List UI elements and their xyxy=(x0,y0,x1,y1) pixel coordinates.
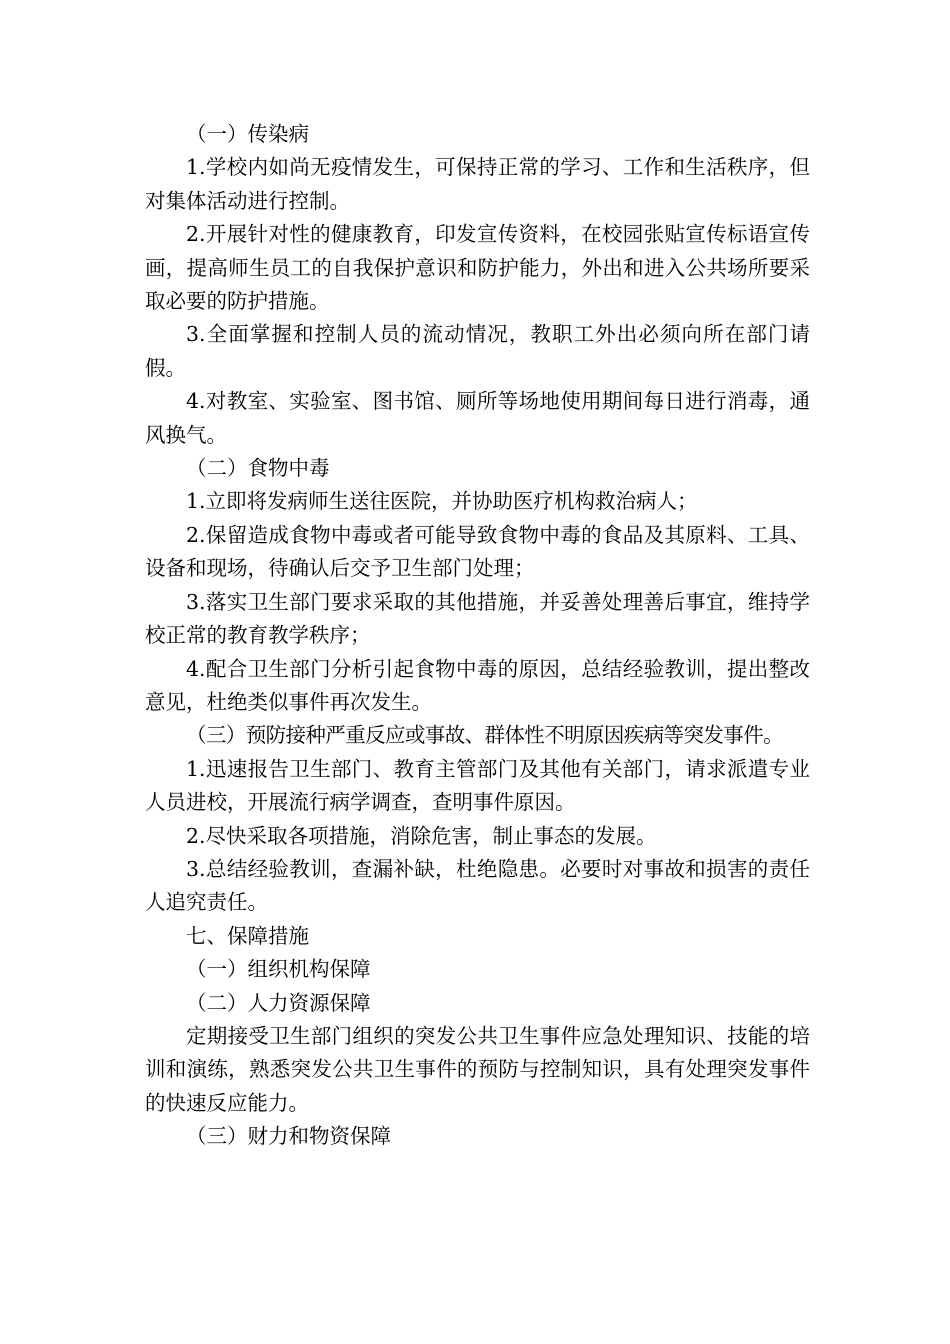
subheading-food-poisoning: （二）食物中毒 xyxy=(186,456,330,481)
subheading-organization: （一）组织机构保障 xyxy=(186,957,371,982)
subheading-vaccination-incidents: （三）预防接种严重反应或事故、群体性不明原因疾病等突发事件。 xyxy=(186,723,783,748)
subheading-finance-materials: （三）财力和物资保障 xyxy=(186,1124,391,1149)
paragraph-item: 3.总结经验教训，查漏补缺，杜绝隐患。必要时对事故和损害的责任人追究责任。 xyxy=(145,856,810,915)
paragraph-item: 4.配合卫生部门分析引起食物中毒的原因，总结经验教训，提出整改意见，杜绝类似事件再次发生。 xyxy=(145,656,810,714)
section-heading-safeguards: 七、保障措施 xyxy=(186,923,309,948)
paragraph-item: 2.保留造成食物中毒或者可能导致食物中毒的食品及其原料、工具、设备和现场，待确认后交予卫生部门处理； xyxy=(145,522,810,581)
document-page xyxy=(145,118,810,1154)
subheading-infectious-disease: （一）传染病 xyxy=(186,122,309,146)
paragraph-item: 定期接受卫生部门组织的突发公共卫生事件应急处理知识、技能的培训和演练，熟悉突发公共卫生事件的预防与控制知识，具有处理突发事件的快速反应能力。 xyxy=(145,1023,810,1115)
paragraph-item: 3.全面掌握和控制人员的流动情况，教职工外出必须向所在部门请假。 xyxy=(145,322,810,380)
paragraph-item: 1.迅速报告卫生部门、教育主管部门及其他有关部门，请求派遣专业人员进校，开展流行病学调查，查明事件原因。 xyxy=(145,756,810,815)
paragraph-item: 4.对教室、实验室、图书馆、厕所等场地使用期间每日进行消毒，通风换气。 xyxy=(145,389,810,447)
paragraph-item: 1.立即将发病师生送往医院，并协助医疗机构救治病人； xyxy=(186,489,698,514)
paragraph-item: 2.开展针对性的健康教育，印发宣传资料，在校园张贴宣传标语宣传画，提高师生员工的自我保护意识和防护能力，外出和进入公共场所要采取必要的防护措施。 xyxy=(145,222,810,314)
paragraph-item: 3.落实卫生部门要求采取的其他措施，并妥善处理善后事宜，维持学校正常的教育教学秩序； xyxy=(145,589,810,648)
subheading-human-resources: （二）人力资源保障 xyxy=(186,990,371,1015)
paragraph-item: 2.尽快采取各项措施，消除危害，制止事态的发展。 xyxy=(186,823,657,848)
paragraph-item: 1.学校内如尚无疫情发生，可保持正常的学习、工作和生活秩序，但对集体活动进行控制。 xyxy=(145,155,810,213)
